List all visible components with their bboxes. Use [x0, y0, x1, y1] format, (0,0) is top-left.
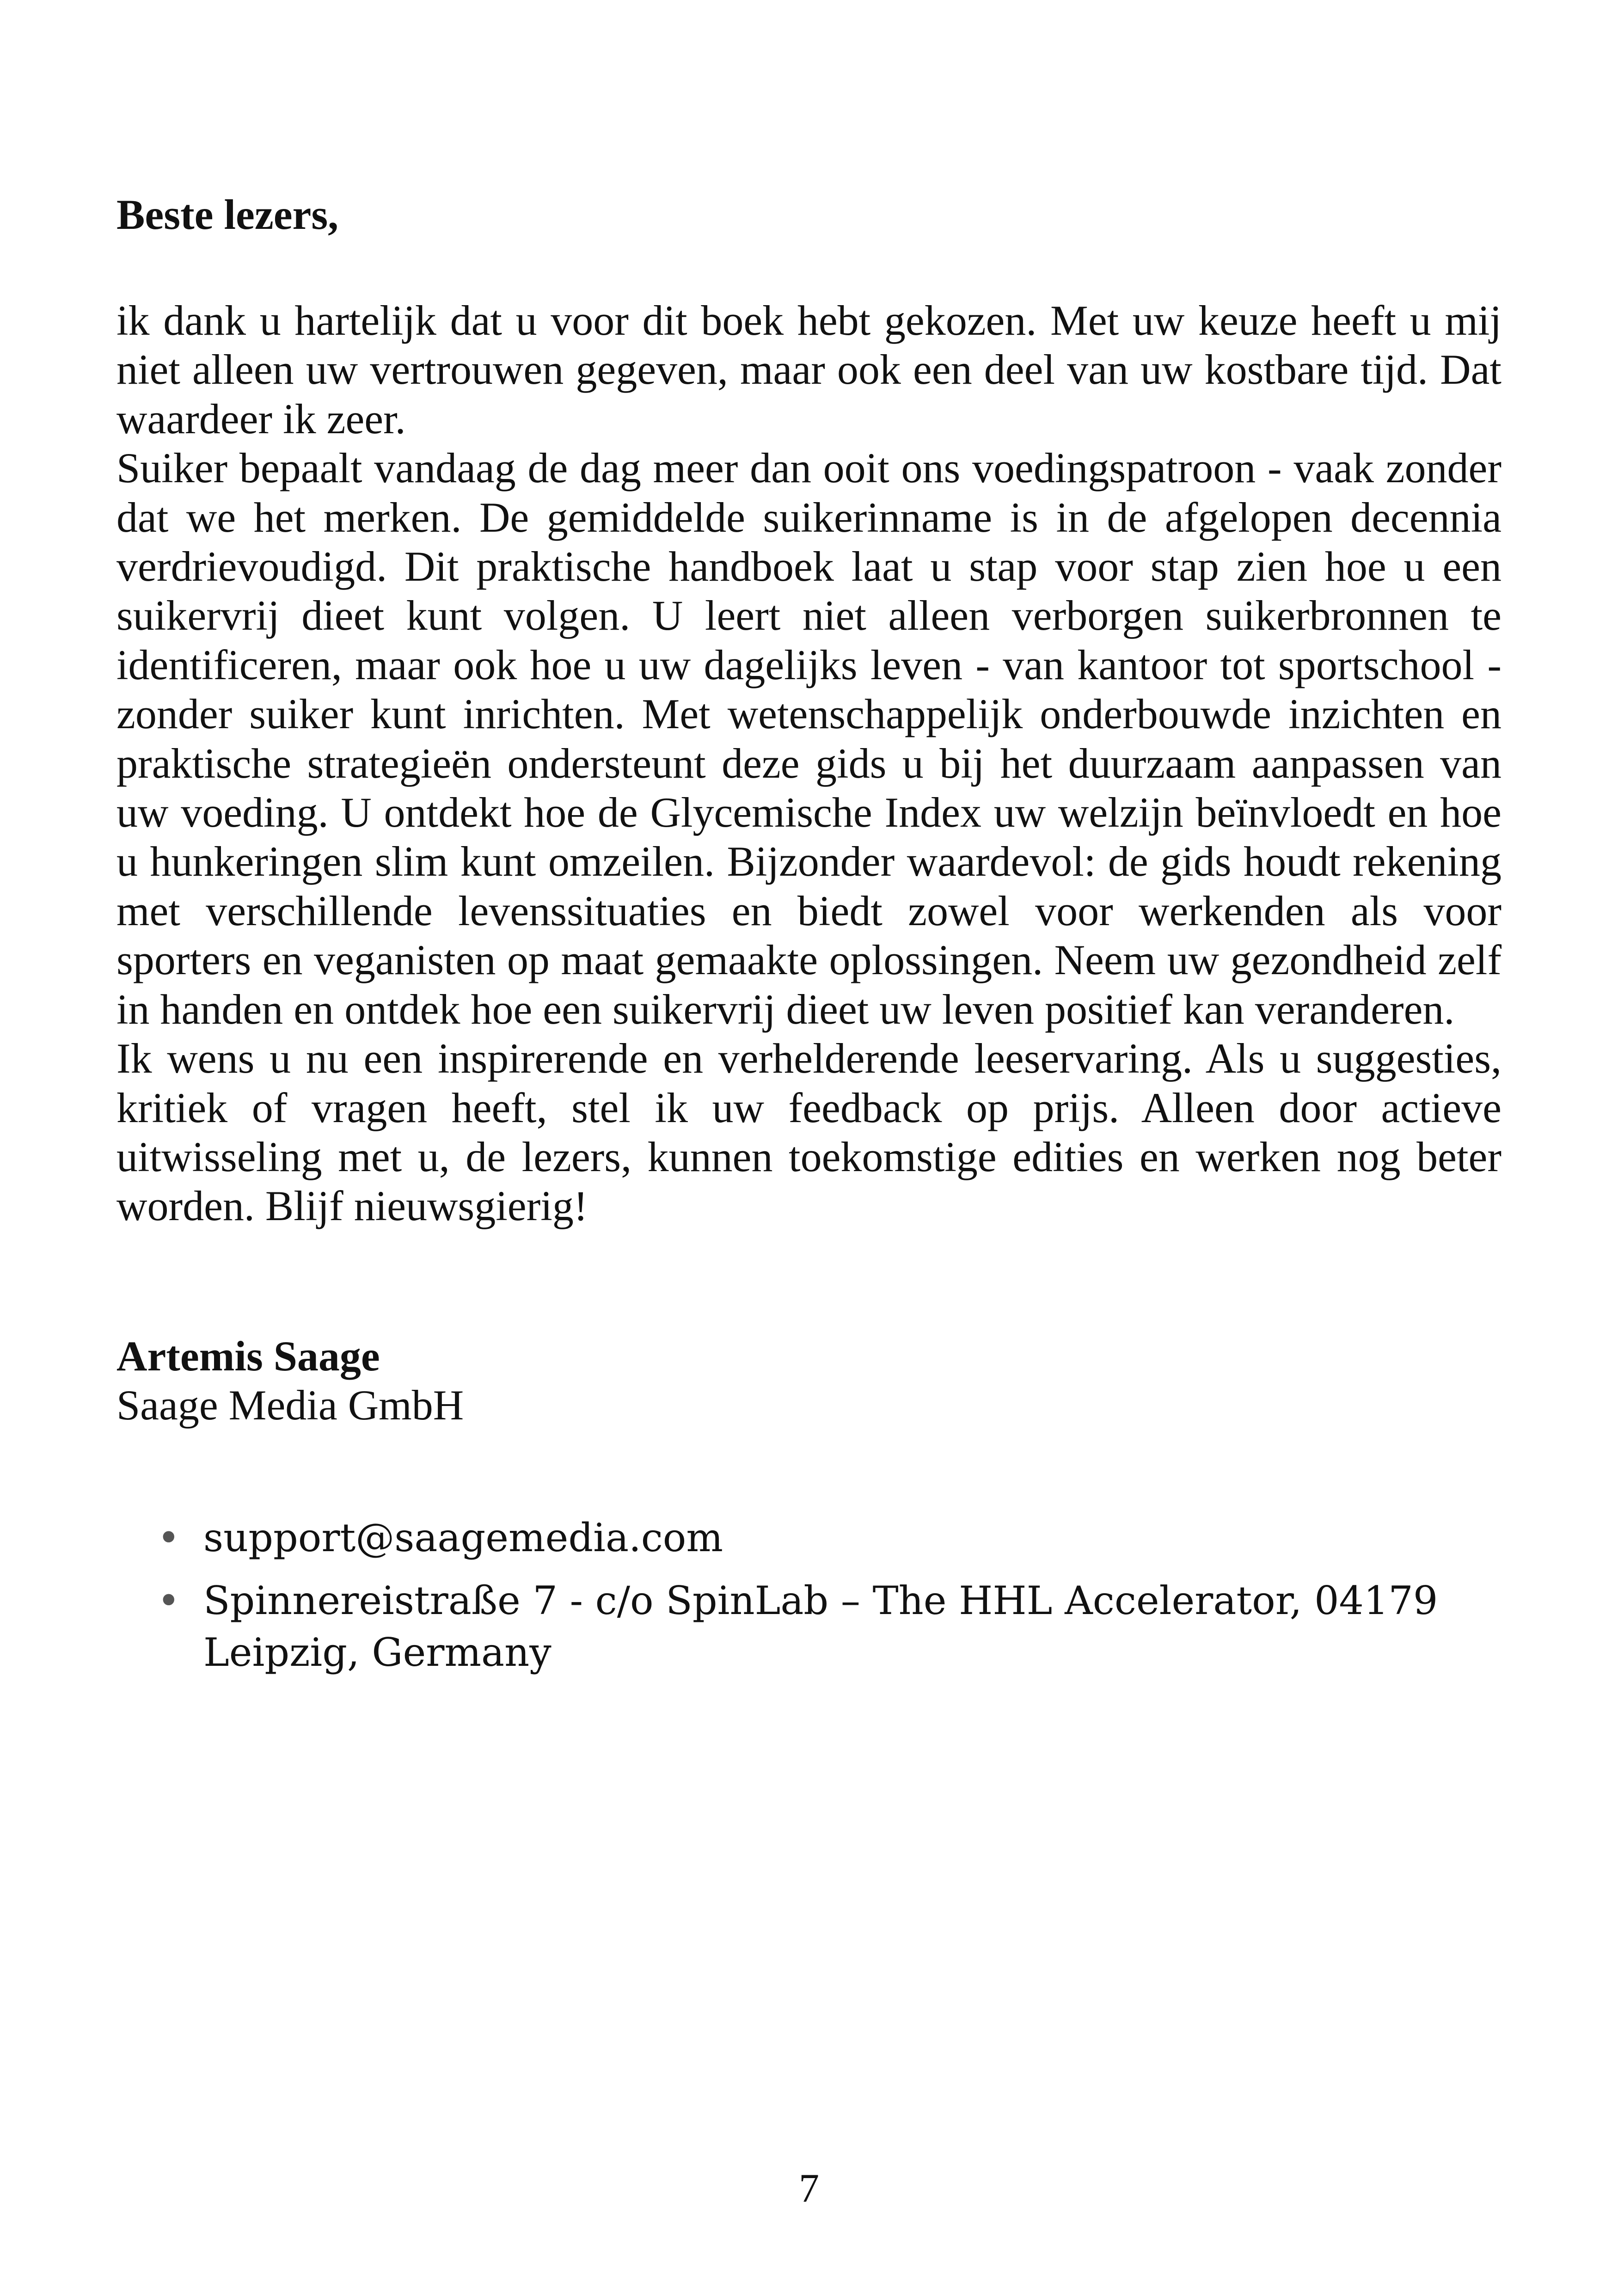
bullet-icon: •: [157, 1515, 180, 1560]
paragraph-closing: Ik wens u nu een inspirerende en verhelderende leeservaring. Als u suggesties, kritiek of vragen heeft, stel ik uw feedback op prijs. Alleen door actieve uitwisseling met u, de lezers, kunnen toekomstige edities en werken nog beter worden. Blijf nieuwsgierig!: [116, 1035, 1502, 1230]
signature-block: [116, 1332, 464, 1430]
salutation: Beste lezers,: [116, 191, 339, 238]
company-name: Saage Media GmbH: [116, 1381, 464, 1429]
author-name: Artemis Saage: [116, 1332, 380, 1380]
paragraph-thanks: ik dank u hartelijk dat u voor dit boek hebt gekozen. Met uw keuze heeft u mij niet alleen uw vertrouwen gegeven, maar ook een deel van uw kostbare tijd. Dat waardeer ik zeer.: [116, 297, 1502, 442]
letter-body: [116, 296, 1502, 1231]
contact-email-item: [157, 1512, 1498, 1564]
contact-email[interactable]: support@saagemedia.com: [203, 1515, 723, 1560]
contact-list: [157, 1512, 1498, 1689]
contact-address-item: [157, 1575, 1498, 1678]
paragraph-book-description: Suiker bepaalt vandaag de dag meer dan ooit ons voedingspatroon - vaak zonder dat we het merken. De gemiddelde suikerinname is in de afgelopen decennia verdrievoudigd. Dit praktische handboek laat u stap voor stap zien hoe u een suikervrij dieet kunt volgen. U leert niet alleen verborgen suikerbronnen te identificeren, maar ook hoe u uw dagelijks leven - van kantoor tot sportschool - zonder suiker kunt inrichten. Met wetenschappelijk onderbouwde inzichten en praktische strategieën ondersteunt deze gids u bij het duurzaam aanpassen van uw voeding. U ontdekt hoe de Glycemische Index uw welzijn beïnvloedt en hoe u hunkeringen slim kunt omzeilen. Bijzonder waardevol: de gids houdt rekening met verschillende levenssituaties en biedt zowel voor werkenden als voor sporters en veganisten op maat gemaakte oplossingen. Neem uw gezondheid zelf in handen en ontdek hoe een suikervrij dieet uw leven positief kan veranderen.: [116, 444, 1502, 1033]
contact-address: Spinnereistraße 7 - c/o SpinLab – The HHL Accelerator, 04179 Leipzig, Germany: [203, 1578, 1438, 1675]
page-number: 7: [799, 2166, 819, 2211]
bullet-icon: •: [157, 1578, 180, 1623]
